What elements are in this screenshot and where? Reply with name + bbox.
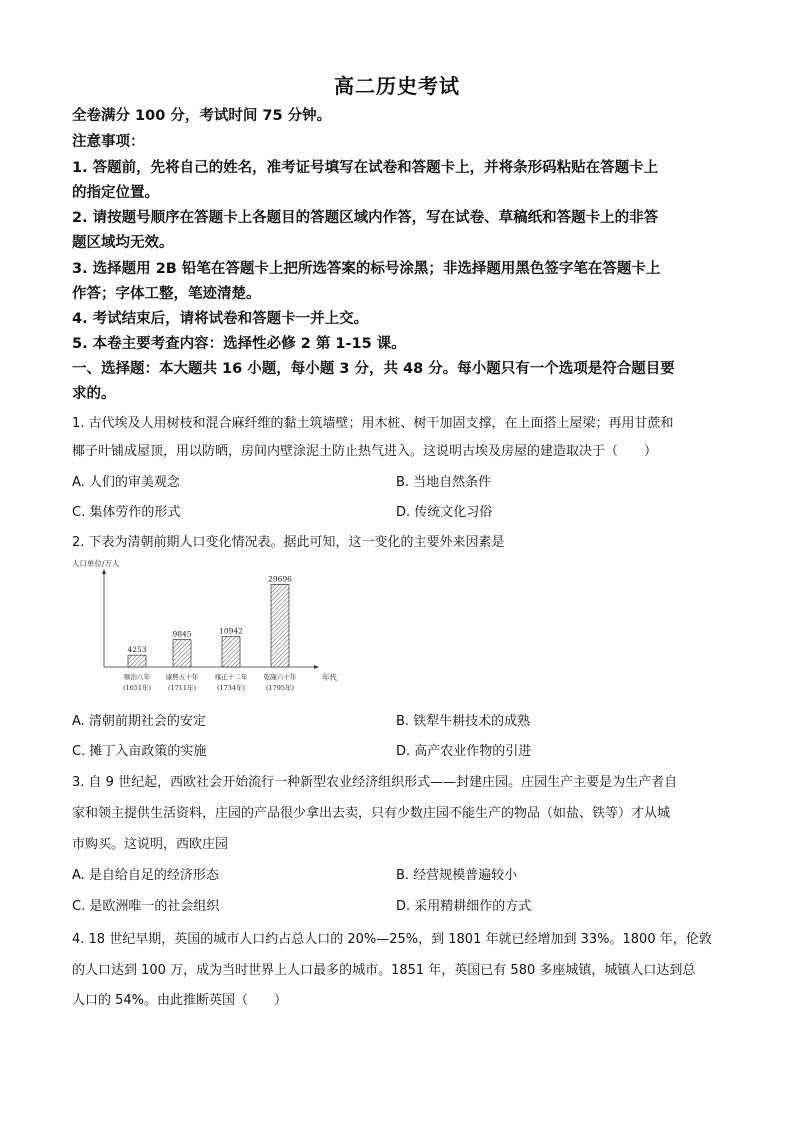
chart-y-axis-label: 人口单位/万人: [72, 559, 120, 568]
chart-x-axis-arrow: [314, 665, 319, 669]
chart-value-label: 29696: [268, 574, 292, 584]
section-heading: 求的。: [72, 386, 116, 402]
q3-option-c: C. 是欧洲唯一的社会组织: [72, 899, 220, 914]
q2-option-a: A. 清朝前期社会的安定: [72, 714, 206, 729]
rule-line: 2. 请按题号顺序在答题卡上各题目的答题区域内作答，写在试卷、草稿纸和答题卡上的非答: [72, 210, 659, 226]
rule-line: 5. 本卷主要考查内容：选择性必修 2 第 1-15 课。: [72, 336, 406, 352]
chart-value-label: 4253: [127, 645, 147, 655]
q1-option-d: D. 传统文化习俗: [396, 505, 493, 520]
section-heading: 一、选择题：本大题共 16 小题，每小题 3 分，共 48 分。每小题只有一个选项是符合题目要: [72, 361, 675, 377]
question-4-stem: 人口的 54%。由此推断英国（ ）: [72, 993, 288, 1008]
chart-category-label: 雍正十二年: [214, 673, 248, 681]
chart-bar: [128, 655, 146, 667]
rule-line: 3. 选择题用 2B 铅笔在答题卡上把所选答案的标号涂黑；非选择题用黑色签字笔在答题卡上: [72, 261, 661, 277]
q1-option-a: A. 人们的审美观念: [72, 475, 180, 490]
chart-category-label: 顺治八年: [124, 673, 150, 681]
q3-option-d: D. 采用精耕细作的方式: [396, 899, 532, 914]
rule-line: 4. 考试结束后，请将试卷和答题卡一并上交。: [72, 311, 369, 327]
q2-option-d: D. 高产农业作物的引进: [396, 744, 532, 759]
chart-category-label: 乾隆六十年: [263, 673, 297, 681]
score-time: 全卷满分 100 分，考试时间 75 分钟。: [72, 108, 332, 124]
question-4-stem: 的人口达到 100 万，成为当时世界上人口最多的城市。1851 年，英国已有 580 多座城镇，城镇人口达到总: [72, 963, 696, 978]
chart-category-year: (1795年): [265, 684, 295, 692]
chart-x-axis-label: 年代: [322, 673, 337, 682]
q2-option-c: C. 摊丁入亩政策的实施: [72, 744, 207, 759]
chart-bar: [222, 637, 240, 667]
question-3-stem: 家和领主提供生活资料，庄园的产品很少拿出去卖，只有少数庄园不能生产的物品（如盐、铁等）才从城: [72, 806, 671, 821]
q1-option-b: B. 当地自然条件: [396, 475, 492, 490]
q1-option-c: C. 集体劳作的形式: [72, 505, 181, 520]
question-3-stem: 3. 自 9 世纪起，西欧社会开始流行一种新型农业经济组织形式——封建庄园。庄园生产主要是为生产者自: [72, 775, 678, 790]
q3-option-b: B. 经营规模普遍较小: [396, 868, 518, 883]
chart-category-year: (1711年): [167, 684, 197, 692]
rule-line: 1. 答题前，先将自己的姓名，准考证号填写在试卷和答题卡上，并将条形码粘贴在答题卡上: [72, 160, 659, 176]
question-1-stem: 椰子叶铺成屋顶，用以防晒，房间内壁涂泥土防止热气进入。这说明古埃及房屋的建造取决于（ ）: [72, 444, 658, 459]
q2-option-b: B. 铁犁牛耕技术的成熟: [396, 714, 531, 729]
chart-category-year: (1734年): [216, 684, 246, 692]
question-2-stem: 2. 下表为清朝前期人口变化情况表。据此可知，这一变化的主要外来因素是: [72, 535, 505, 550]
question-1-stem: 1. 古代埃及人用树枝和混合麻纤维的黏土筑墙壁；用木桩、树干加固支撑，在上面搭上屋梁；再用甘蔗和: [72, 416, 674, 431]
notice-title: 注意事项：: [72, 134, 145, 150]
question-3-stem: 市购买。这说明，西欧庄园: [72, 837, 229, 852]
q3-option-a: A. 是自给自足的经济形态: [72, 868, 219, 883]
chart-category-label: 康熙五十年: [165, 673, 199, 681]
page-title: 高二历史考试: [334, 74, 460, 98]
rule-line: 题区域均无效。: [72, 235, 174, 251]
chart-value-label: 9845: [172, 629, 192, 639]
rule-line: 的指定位置。: [72, 185, 159, 201]
question-4-stem: 4. 18 世纪早期，英国的城市人口约占总人口的 20%—25%，到 1801 年就已经增加到 33%。1800 年，伦敦: [72, 932, 712, 947]
chart-bar: [173, 640, 191, 667]
chart-bar: [271, 584, 289, 667]
population-bar-chart: [70, 556, 337, 694]
chart-category-year: (1651年): [122, 684, 152, 692]
chart-value-label: 10942: [219, 626, 243, 636]
rule-line: 作答；字体工整，笔迹清楚。: [72, 286, 261, 302]
chart-y-axis-arrow: [102, 569, 106, 574]
